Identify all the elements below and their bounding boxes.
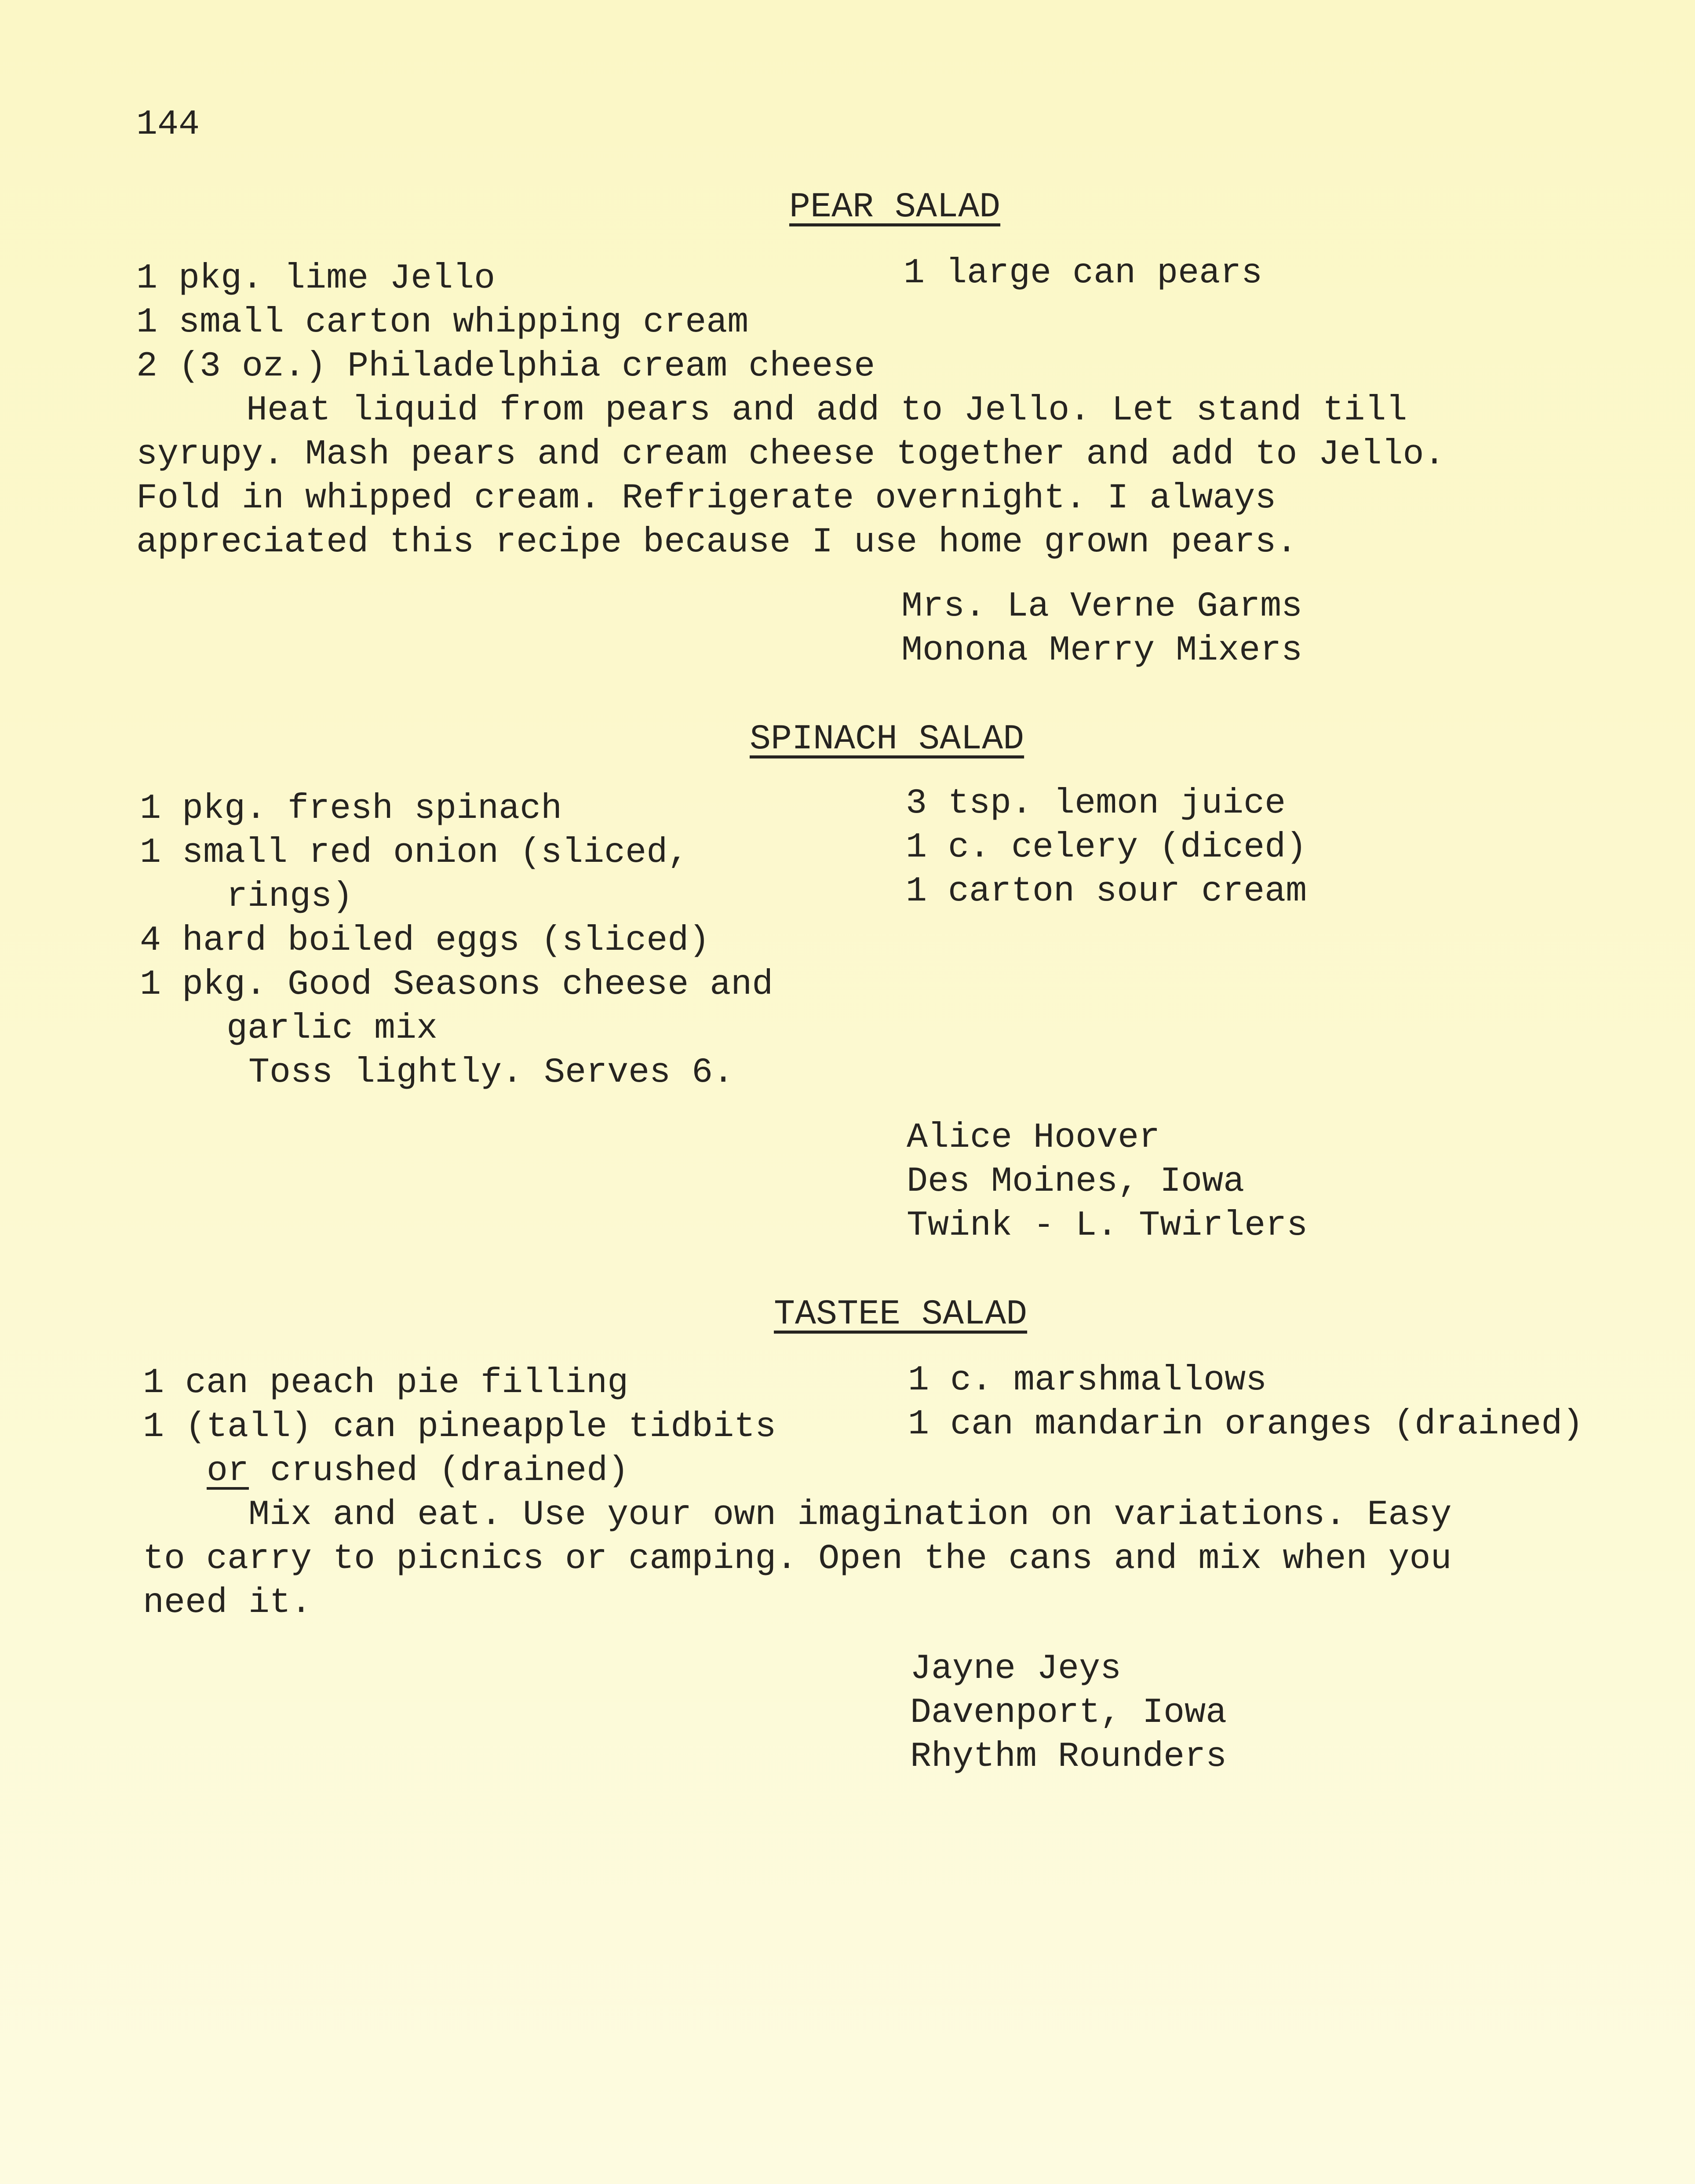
contributor-name: Mrs. La Verne Garms (901, 587, 1303, 627)
ingredient: 1 large can pears (904, 253, 1263, 293)
ingredient: 1 can mandarin oranges (drained) (908, 1404, 1584, 1444)
crushed-text: crushed (drained) (249, 1451, 629, 1491)
ingredient: garlic mix (226, 1009, 438, 1049)
ingredient: 1 small carton whipping cream (136, 303, 749, 343)
contributor-club: Monona Merry Mixers (901, 631, 1303, 671)
directions-line: Fold in whipped cream. Refrigerate overnight. I always (136, 478, 1276, 518)
contributor-name: Jayne Jeys (910, 1649, 1122, 1689)
ingredient: 2 (3 oz.) Philadelphia cream cheese (136, 346, 875, 386)
ingredient: 1 small red onion (sliced, (140, 833, 689, 873)
ingredient: 1 pkg. lime Jello (136, 259, 496, 299)
spinach-salad-title: SPINACH SALAD (750, 719, 1024, 759)
directions-line: Toss lightly. Serves 6. (248, 1053, 734, 1093)
ingredient: rings) (226, 877, 354, 917)
tastee-salad-title: TASTEE SALAD (774, 1294, 1028, 1334)
page-number: 144 (136, 105, 200, 145)
contributor-city: Des Moines, Iowa (907, 1162, 1245, 1202)
directions-line: Heat liquid from pears and add to Jello. Let stand till (246, 390, 1407, 430)
directions-line: to carry to picnics or camping. Open the cans and mix when you (143, 1539, 1452, 1579)
ingredient: 1 carton sour cream (906, 871, 1307, 912)
contributor-name: Alice Hoover (907, 1118, 1160, 1158)
ingredient: 1 can peach pie filling (143, 1363, 629, 1403)
directions-line: need it. (143, 1583, 312, 1623)
contributor-club: Rhythm Rounders (910, 1737, 1227, 1777)
ingredient: 1 c. marshmallows (908, 1360, 1267, 1400)
ingredient (207, 1449, 629, 1493)
ingredient: 1 pkg. fresh spinach (140, 789, 562, 829)
ingredient: 3 tsp. lemon juice (906, 784, 1286, 824)
directions-line: Mix and eat. Use your own imagination on variations. Easy (248, 1495, 1452, 1535)
ingredient: 1 pkg. Good Seasons cheese and (140, 965, 773, 1005)
contributor-club: Twink - L. Twirlers (907, 1206, 1308, 1246)
ingredient: 4 hard boiled eggs (sliced) (140, 921, 710, 961)
pear-salad-title: PEAR SALAD (789, 187, 1001, 227)
directions-line: appreciated this recipe because I use home grown pears. (136, 522, 1298, 562)
ingredient: 1 c. celery (diced) (906, 828, 1307, 868)
directions-line: syrupy. Mash pears and cream cheese together and add to Jello. (136, 434, 1445, 474)
or-word: or (207, 1451, 249, 1491)
ingredient: 1 (tall) can pineapple tidbits (143, 1407, 776, 1447)
contributor-city: Davenport, Iowa (910, 1693, 1227, 1733)
